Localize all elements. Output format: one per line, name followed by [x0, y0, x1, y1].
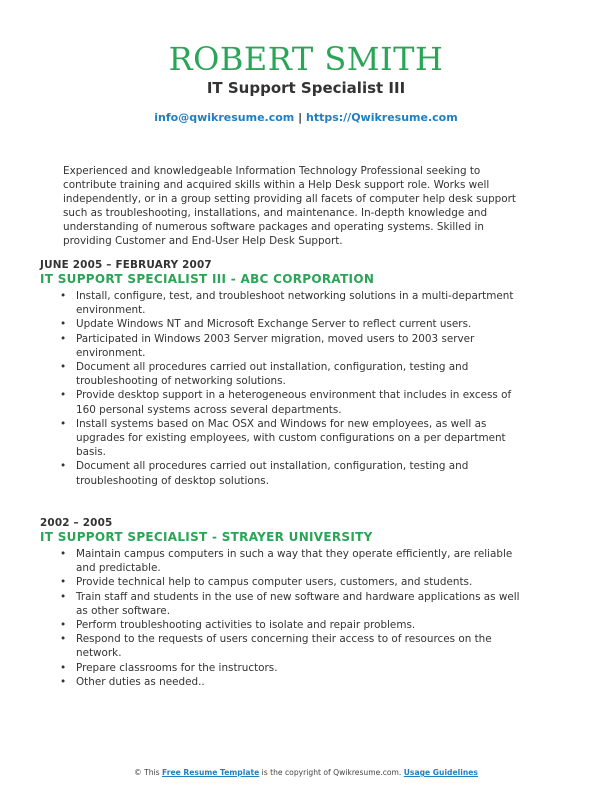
list-item: • Maintain campus computers in such a way that they operate efficiently, are reliable and predictable.	[60, 548, 513, 575]
experience-bullets	[40, 289, 560, 488]
bullet-icon: •	[60, 460, 67, 473]
list-item: • Respond to the requests of users concerning their access to of resources on the network.	[60, 633, 492, 660]
experience-section-2	[40, 517, 560, 689]
bullet-icon: •	[60, 633, 67, 646]
bullet-icon: •	[60, 548, 67, 560]
list-item: • Participated in Windows 2003 Server migration, moved users to 2003 server environment.	[60, 332, 475, 359]
bullet-icon: •	[60, 361, 67, 374]
experience-dates: JUNE 2005 – FEBRUARY 2007	[40, 259, 212, 271]
footer-middle: is the copyright of Qwikresume.com.	[261, 768, 402, 777]
bullet-icon: •	[60, 590, 67, 603]
bullet-icon: •	[60, 389, 67, 402]
list-item: • Document all procedures carried out installation, configuration, testing and troubleshooting of networking solutions.	[60, 361, 469, 388]
bullet-icon: •	[60, 661, 67, 674]
list-item: • Provide desktop support in a heterogeneous environment that includes in excess of 160 personal systems across several departments.	[60, 389, 512, 416]
experience-dates: 2002 – 2005	[40, 517, 113, 529]
bullet-icon: •	[60, 576, 67, 589]
bullet-icon: •	[60, 332, 67, 345]
contact-line	[0, 111, 612, 125]
bullet-icon: •	[60, 318, 67, 331]
list-item: • Prepare classrooms for the instructors.	[60, 661, 278, 674]
contact-separator: |	[298, 111, 303, 124]
footer-prefix: © This	[134, 768, 160, 777]
list-item: • Train staff and students in the use of new software and hardware applications as well as other software.	[60, 590, 520, 617]
usage-guidelines-link[interactable]: Usage Guidelines	[403, 768, 478, 777]
list-item: • Perform troubleshooting activities to isolate and repair problems.	[60, 619, 416, 632]
bullet-icon: •	[60, 417, 67, 430]
list-item: • Document all procedures carried out installation, configuration, testing and troubleshooting of desktop solutions.	[60, 460, 469, 487]
list-item: • Install, configure, test, and troubleshoot networking solutions in a multi-department environment.	[60, 290, 514, 317]
free-resume-template-link[interactable]: Free Resume Template	[162, 768, 260, 777]
email-link[interactable]: info@qwikresume.com	[154, 111, 295, 124]
candidate-title: IT Support Specialist III	[206, 79, 406, 97]
experience-title: IT SUPPORT SPECIALIST - STRAYER UNIVERSITY	[40, 530, 373, 544]
website-link[interactable]: https://Qwikresume.com	[305, 111, 458, 124]
experience-section-1	[40, 259, 560, 488]
list-item: • Other duties as needed..	[60, 675, 205, 688]
list-item: • Update Windows NT and Microsoft Exchange Server to reflect current users.	[60, 318, 472, 331]
bullet-icon: •	[60, 619, 67, 632]
summary-paragraph: Experienced and knowledgeable Information Technology Professional seeking to contribute training and acquired skills within a Help Desk support role. Works well independently, or in a group setting providing all facets of computer help desk support such as troubleshooting, installations, and maintenance. In-depth knowledge and understanding of numerous software packages and operating systems. Skilled in providing Customer and End-User Help Desk Support.	[63, 165, 516, 247]
experience-title: IT SUPPORT SPECIALIST III - ABC CORPORATION	[40, 272, 375, 286]
candidate-name: ROBERT SMITH	[168, 40, 444, 78]
bullet-icon: •	[60, 675, 67, 688]
bullet-icon: •	[60, 290, 67, 302]
list-item: • Provide technical help to campus computer users, customers, and students.	[60, 576, 473, 589]
copyright-footer	[0, 768, 612, 778]
list-item: • Install systems based on Mac OSX and Windows for new employees, as well as upgrades for existing employees, with custom configurations on a per department basis.	[60, 417, 506, 459]
experience-bullets	[40, 547, 560, 689]
